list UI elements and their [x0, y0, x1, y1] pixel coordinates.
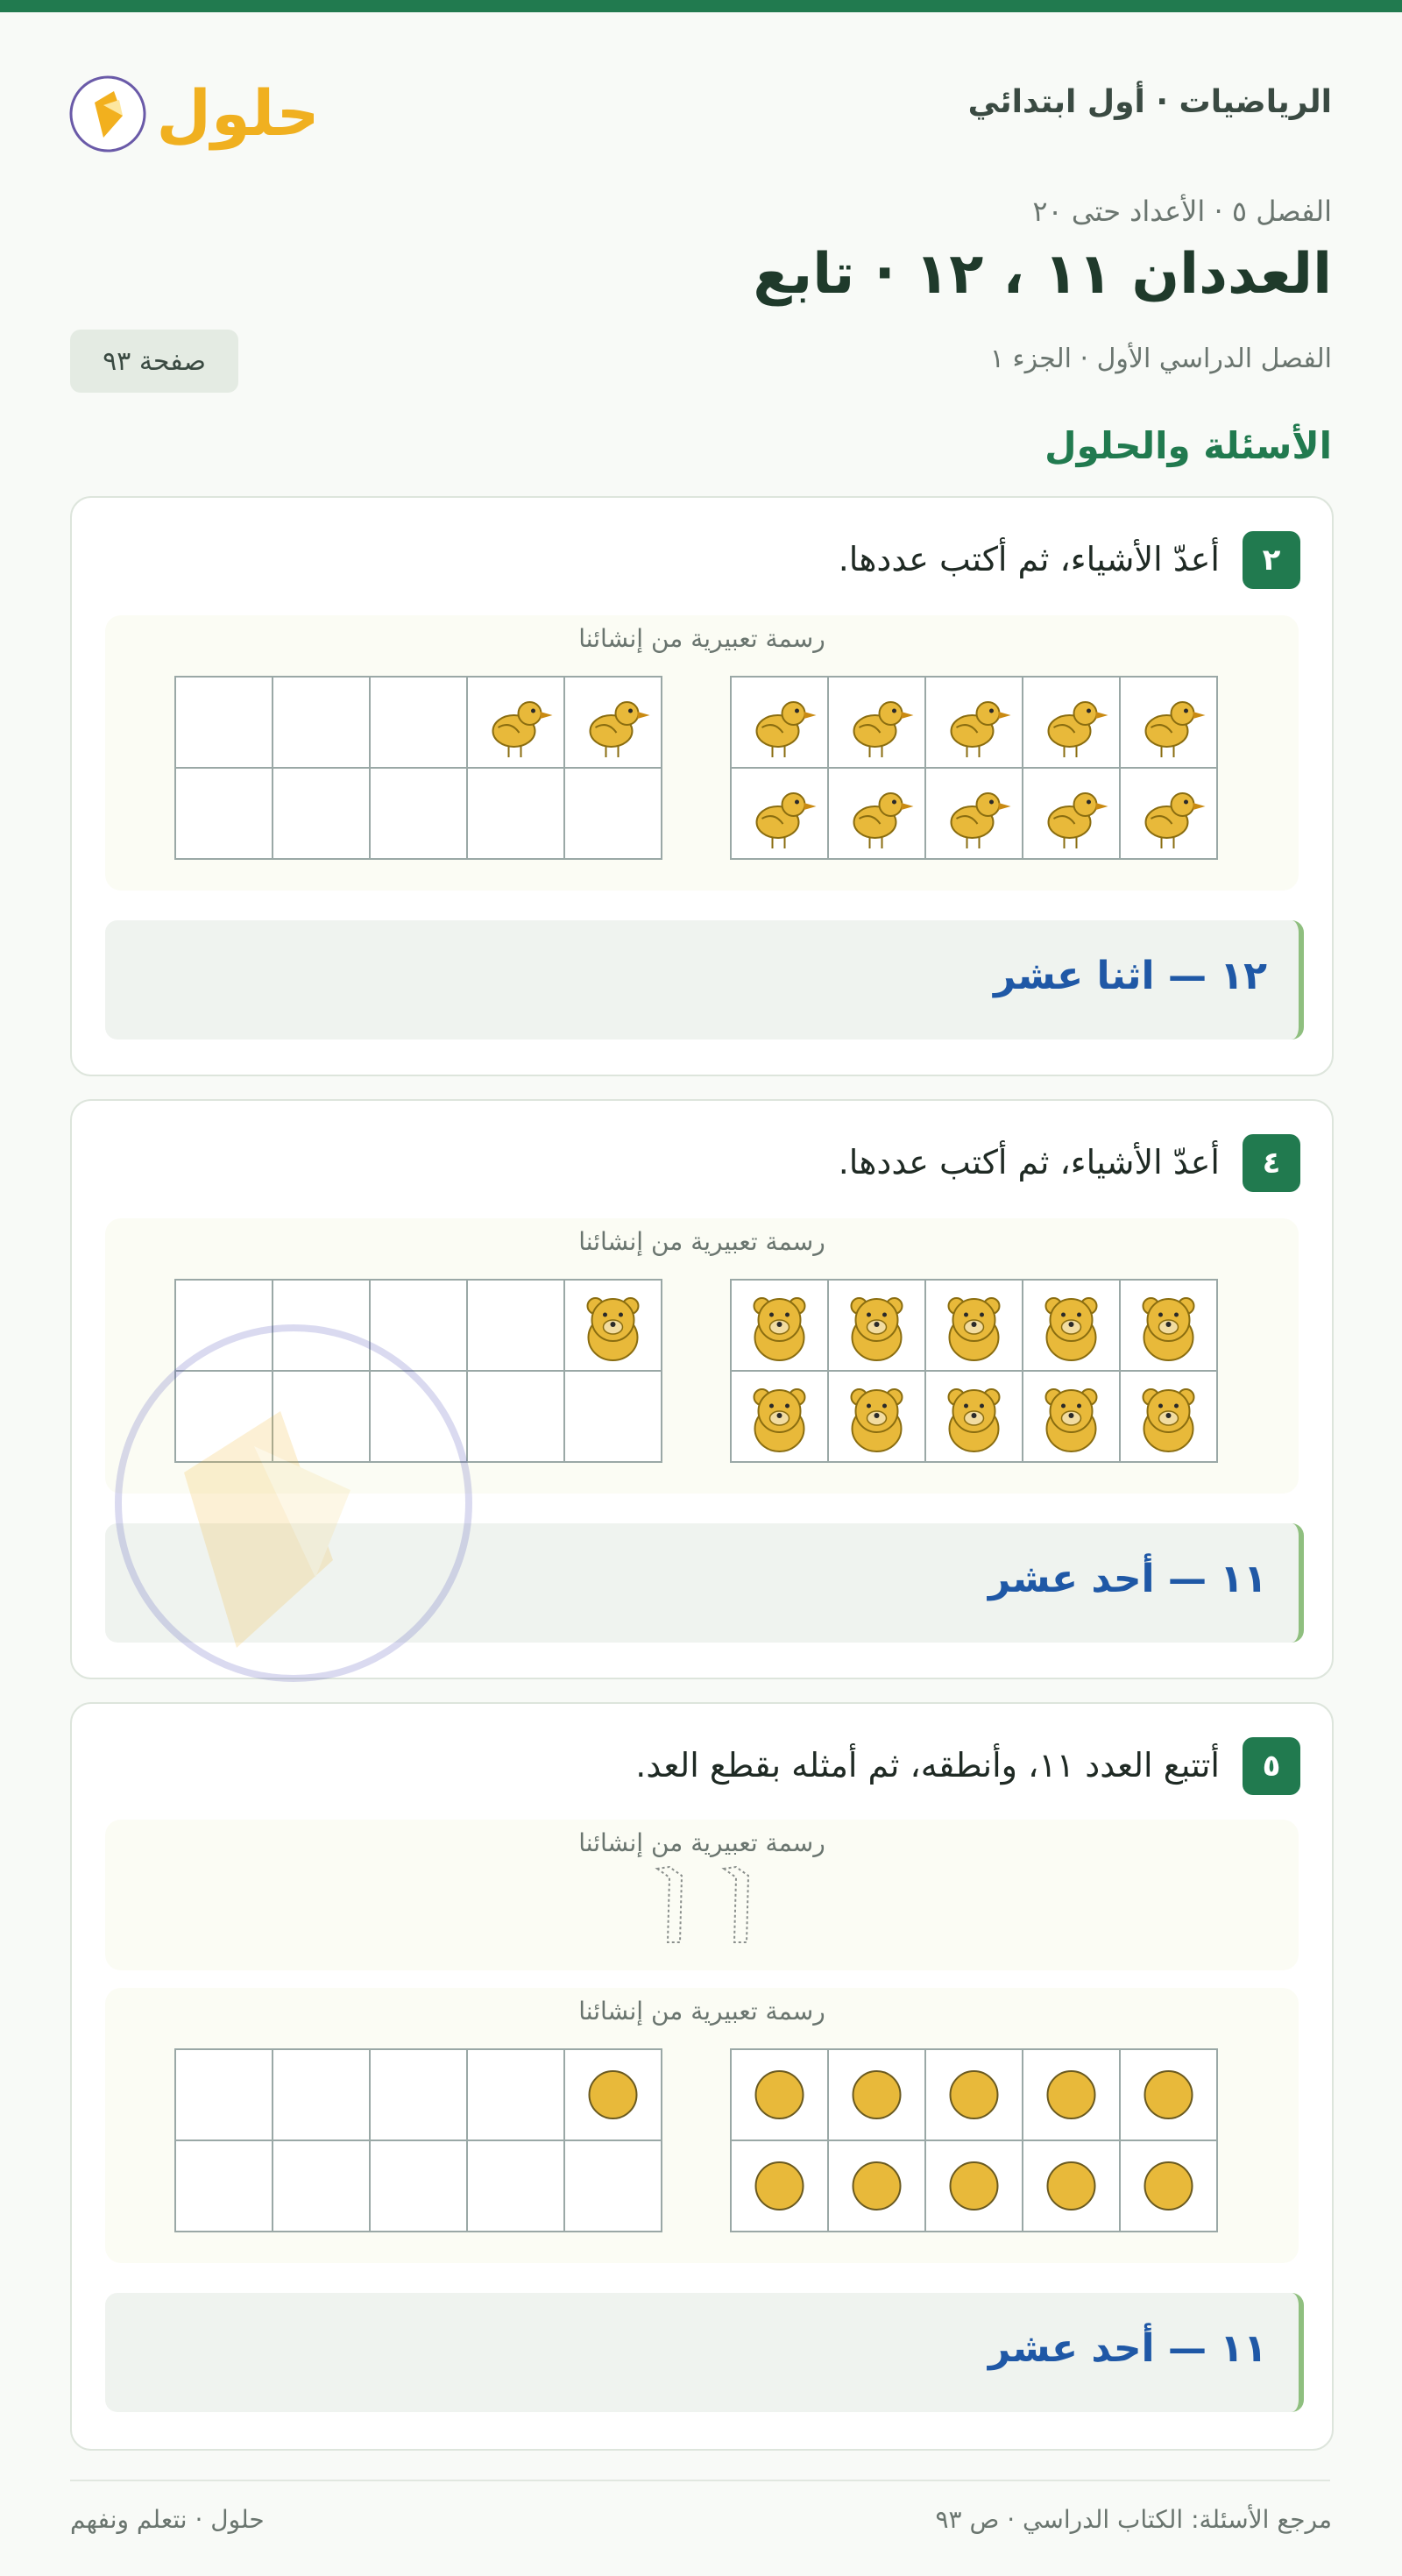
section-title: الأسئلة والحلول: [1044, 424, 1332, 467]
counter-disc-icon: [853, 2071, 901, 2118]
answer-text: ١١ — أحد عشر: [988, 2326, 1267, 2371]
footer-brand: حلول · نتعلم ونفهم: [70, 2505, 265, 2534]
ten-frame-full: [729, 675, 1220, 861]
answer-text: ١٢ — اثنا عشر: [994, 954, 1267, 998]
counter-disc-icon: [1145, 2162, 1193, 2210]
counter-disc-icon: [853, 2162, 901, 2210]
semester-label: الفصل الدراسي الأول · الجزء ١: [989, 344, 1332, 374]
ten-frame-partial: [173, 675, 664, 861]
ten-frame-partial: [173, 1278, 664, 1464]
ten-frame-full: [729, 1278, 1220, 1464]
subject-label: الرياضيات · أول ابتدائي: [967, 84, 1332, 120]
question-text: أتتبع العدد ١١، وأنطقه، ثم أمثله بقطع العد.: [635, 1746, 1220, 1785]
bear-icon: [949, 1298, 1000, 1360]
illustration-panel: [105, 1218, 1299, 1494]
counter-disc-icon: [1048, 2162, 1095, 2210]
answer-box: [105, 1523, 1304, 1643]
illustration-caption: رسمة تعبيرية من إنشائنا: [578, 1828, 825, 1857]
bear-icon: [754, 1389, 805, 1451]
counters-panel: [105, 1988, 1299, 2263]
page-title: العددان ١١ ، ١٢ · تابع: [753, 242, 1332, 307]
dotted-eleven-icon: [648, 1865, 762, 1956]
chapter-label: الفصل ٥ · الأعداد حتى ٢٠: [1032, 195, 1332, 228]
answer-box: [105, 2293, 1304, 2412]
page-number-badge: صفحة ٩٣: [70, 330, 238, 393]
bear-icon: [1144, 1298, 1194, 1360]
illustration-panel: [105, 615, 1299, 891]
footer-reference: مرجع الأسئلة: الكتاب الدراسي · ص ٩٣: [935, 2505, 1332, 2534]
counter-disc-icon: [1048, 2071, 1095, 2118]
bear-icon: [588, 1298, 639, 1360]
footer-divider: [70, 2480, 1330, 2481]
question-text: أعدّ الأشياء، ثم أكتب عددها.: [838, 1143, 1220, 1182]
question-card-2: [70, 496, 1334, 1076]
bear-icon: [754, 1298, 805, 1360]
counter-disc-icon: [590, 2071, 637, 2118]
question-card-4: [70, 1099, 1334, 1679]
question-card-5: [70, 1702, 1334, 2451]
top-accent-bar: [0, 0, 1402, 12]
question-text: أعدّ الأشياء، ثم أكتب عددها.: [838, 540, 1220, 578]
bear-icon: [1046, 1298, 1097, 1360]
site-logo[interactable]: [68, 54, 314, 160]
bear-icon: [949, 1389, 1000, 1451]
illustration-caption: رسمة تعبيرية من إنشائنا: [578, 1227, 825, 1256]
counter-disc-icon: [951, 2162, 998, 2210]
bear-icon: [852, 1389, 903, 1451]
bear-icon: [1144, 1389, 1194, 1451]
answer-text: ١١ — أحد عشر: [988, 1557, 1267, 1601]
ten-frame-partial: [173, 2047, 664, 2233]
question-number: ٤: [1243, 1134, 1300, 1192]
illustration-caption: رسمة تعبيرية من إنشائنا: [578, 1997, 825, 2026]
svg-text:حلول: حلول: [156, 76, 314, 150]
answer-box: [105, 920, 1304, 1040]
illustration-caption: رسمة تعبيرية من إنشائنا: [578, 624, 825, 653]
counter-disc-icon: [756, 2162, 804, 2210]
counter-disc-icon: [756, 2071, 804, 2118]
ten-frame-full: [729, 2047, 1220, 2233]
counter-disc-icon: [951, 2071, 998, 2118]
bear-icon: [1046, 1389, 1097, 1451]
question-number: ٢: [1243, 531, 1300, 589]
counter-disc-icon: [1145, 2071, 1193, 2118]
question-number: ٥: [1243, 1737, 1300, 1795]
bear-icon: [852, 1298, 903, 1360]
tracing-panel: [105, 1820, 1299, 1970]
